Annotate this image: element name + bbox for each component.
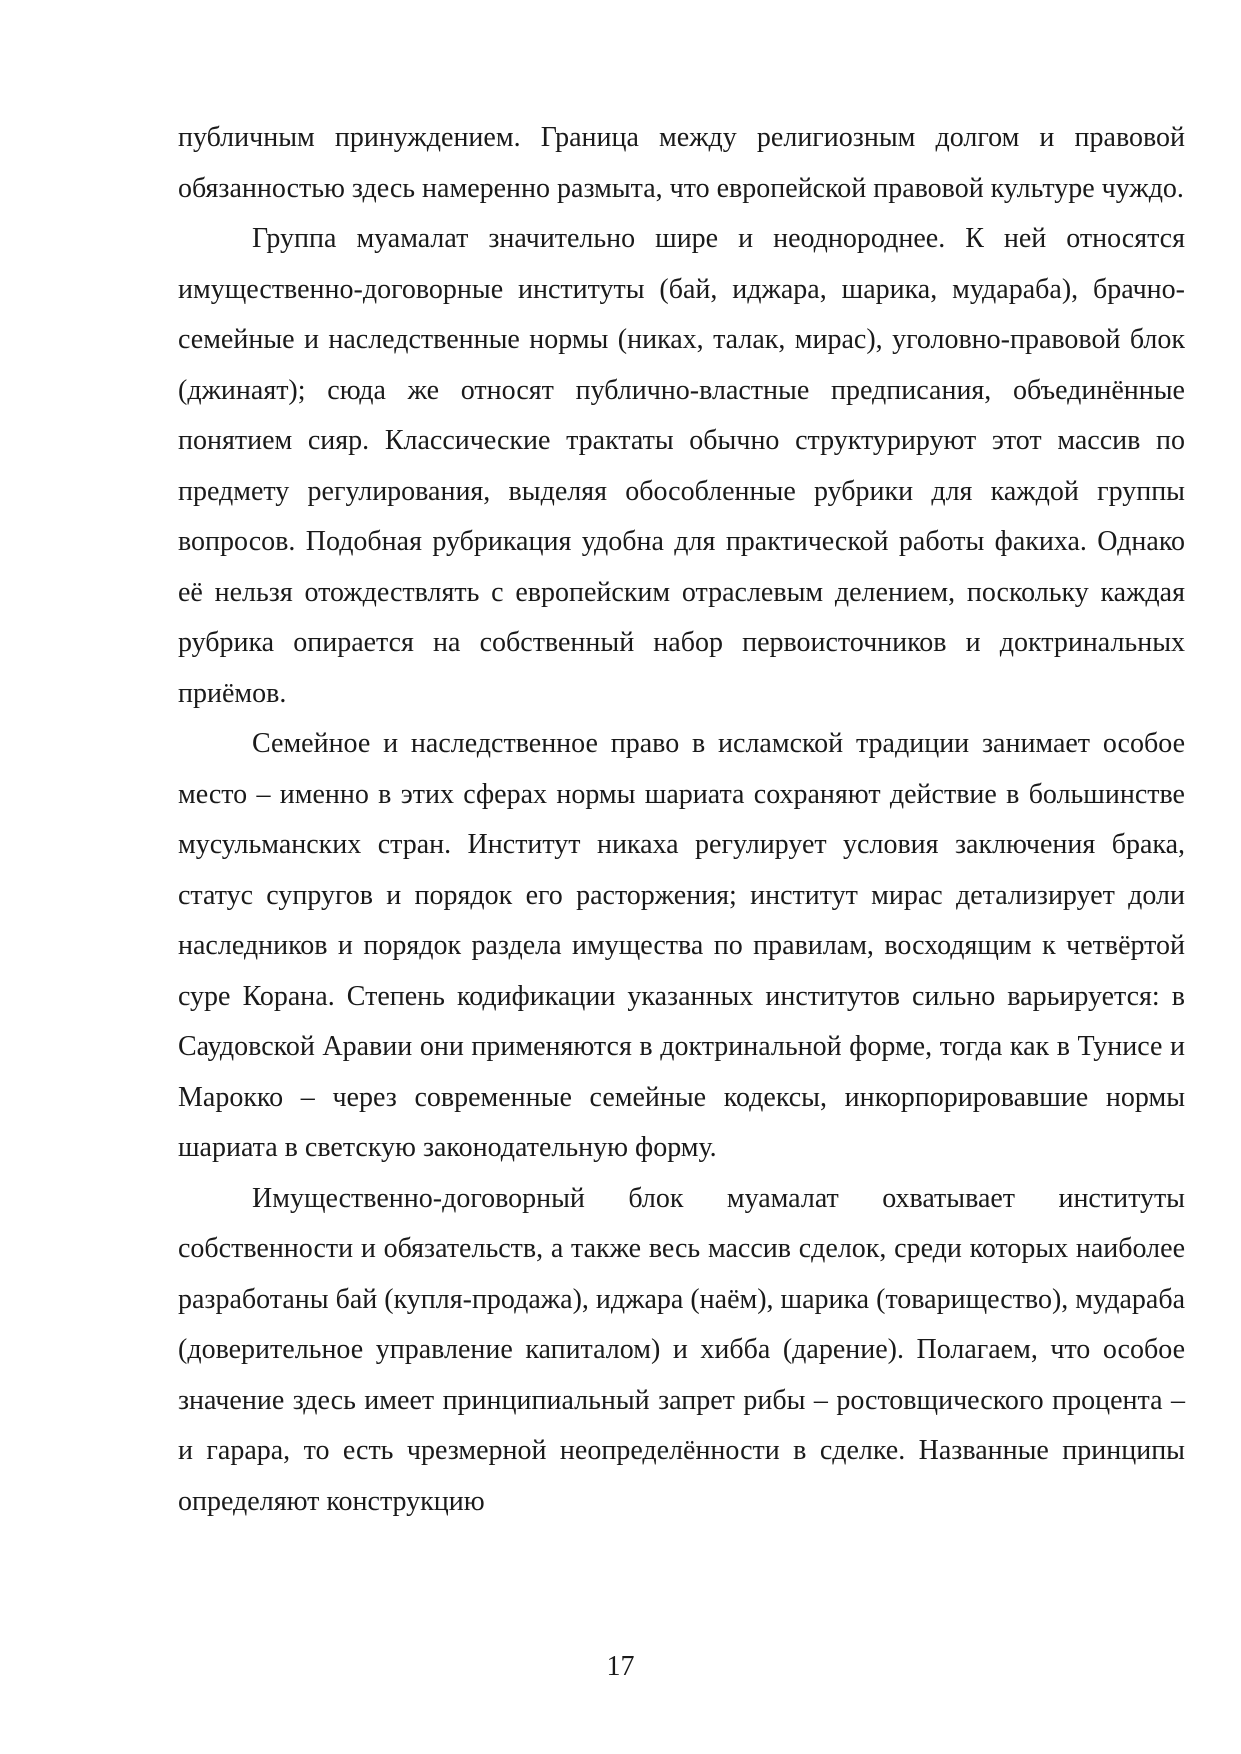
page-number: 17 (606, 1651, 635, 1682)
document-body (178, 113, 1185, 1527)
paragraph-3: Семейное и наследственное право в исламской традиции занимает особое место – именно в этих сферах нормы шариата сохраняют действие в большинстве мусульманских стран. Институт никаха регулирует условия заключения брака, статус супругов и порядок его расторжения; институт мирас детализирует доли наследников и порядок раздела имущества по правилам, восходящим к четвёртой суре Корана. Степень кодификации указанных институтов сильно варьируется: в Саудовской Аравии они применяются в доктринальной форме, тогда как в Тунисе и Марокко – через современные семейные кодексы, инкорпорировавшие нормы шариата в светскую законодательную форму. (178, 728, 1185, 1163)
paragraph-2: Группа муамалат значительно шире и неоднороднее. К ней относятся имущественно-договорные институты (бай, иджара, шарика, мудараба), брачно-семейные и наследственные нормы (никах, талак, мирас), уголовно-правовой блок (джинаят); сюда же относят публично-властные предписания, объединённые понятием сияр. Классические трактаты обычно структурируют этот массив по предмету регулирования, выделяя обособленные рубрики для каждой группы вопросов. Подобная рубрикация удобна для практической работы факиха. Однако её нельзя отождествлять с европейским отраслевым делением, поскольку каждая рубрика опирается на собственный набор первоисточников и доктринальных приёмов. (178, 223, 1185, 709)
paragraph-1: публичным принуждением. Граница между религиозным долгом и правовой обязанностью здесь намеренно размыта, что европейской правовой культуре чуждо. (178, 122, 1185, 204)
paragraph-4: Имущественно-договорный блок муамалат охватывает институты собственности и обязательств, а также весь массив сделок, среди которых наиболее разработаны бай (купля-продажа), иджара (наём), шарика (товарищество), мудараба (доверительное управление капиталом) и хибба (дарение). Полагаем, что особое значение здесь имеет принципиальный запрет рибы – ростовщического процента – и гарара, то есть чрезмерной неопределённости в сделке. Названные принципы определяют конструкцию (178, 1182, 1186, 1517)
